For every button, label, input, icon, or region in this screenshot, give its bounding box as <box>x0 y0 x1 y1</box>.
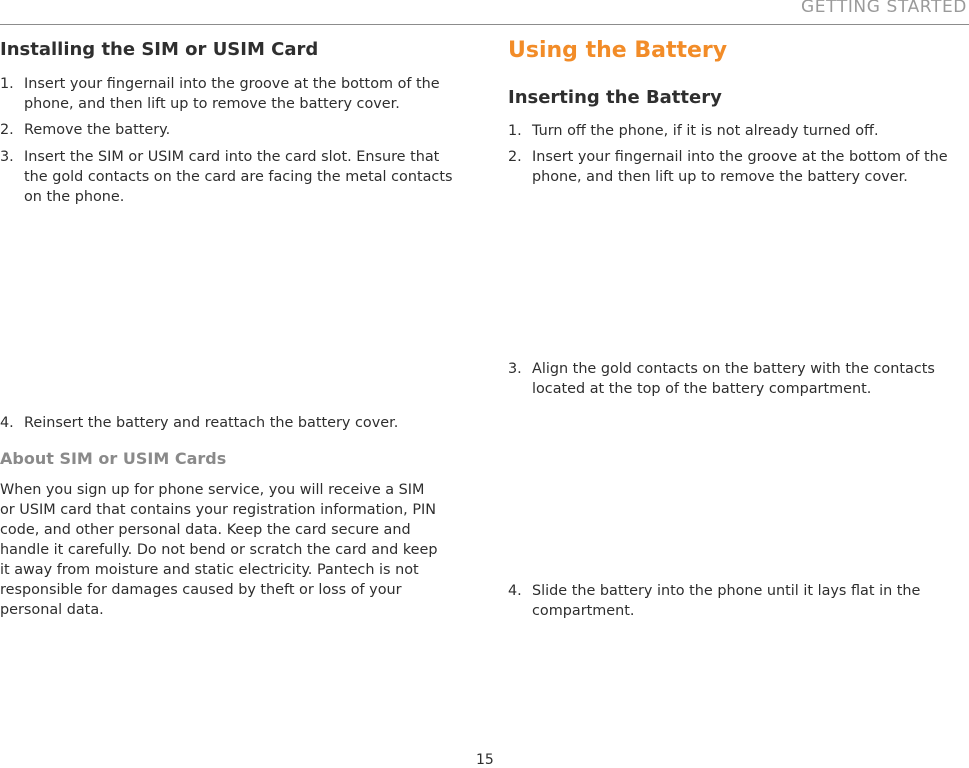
battery-step-1 <box>508 121 960 141</box>
step-number: 3. <box>0 149 14 165</box>
sim-step-2 <box>0 120 460 140</box>
page-number: 15 <box>476 752 494 768</box>
step-text: Reinsert the battery and reattach the battery cover. <box>24 415 399 431</box>
section-header: GETTING STARTED <box>801 0 967 17</box>
header-rule <box>0 24 969 25</box>
sim-heading: Installing the SIM or USIM Card <box>0 39 319 60</box>
step-number: 2. <box>0 122 14 138</box>
sim-step-3 <box>0 147 464 207</box>
sim-step-4 <box>0 413 460 433</box>
step-text: Align the gold contacts on the battery with the contacts located at the top of the battery compartment. <box>532 361 935 397</box>
about-sim-heading: About SIM or USIM Cards <box>0 449 227 468</box>
step-text: Remove the battery. <box>24 122 171 138</box>
step-number: 3. <box>508 361 522 377</box>
step-number: 4. <box>508 583 522 599</box>
inserting-battery-heading: Inserting the Battery <box>508 87 722 108</box>
step-number: 1. <box>0 76 14 92</box>
step-number: 2. <box>508 149 522 165</box>
battery-step-4 <box>508 581 928 621</box>
step-text: Insert your fingernail into the groove at the bottom of the phone, and then lift up to remove the battery cover. <box>532 149 948 185</box>
sim-step-1 <box>0 74 460 114</box>
battery-step-3 <box>508 359 948 399</box>
step-text: Insert the SIM or USIM card into the card slot. Ensure that the gold contacts on the card are facing the metal contacts on the phone. <box>24 149 453 205</box>
step-text: Turn off the phone, if it is not already turned off. <box>532 123 879 139</box>
step-text: Insert your fingernail into the groove at the bottom of the phone, and then lift up to remove the battery cover. <box>24 76 440 112</box>
battery-step-2 <box>508 147 963 187</box>
step-number: 4. <box>0 415 14 431</box>
step-number: 1. <box>508 123 522 139</box>
battery-heading: Using the Battery <box>508 38 728 63</box>
step-text: Slide the battery into the phone until it lays flat in the compartment. <box>532 583 921 619</box>
about-sim-text: When you sign up for phone service, you will receive a SIM or USIM card that contains your registration information, PIN code, and other personal data. Keep the card secure and handle it carefully. Do not bend or scratch the card and keep it away from moisture and static electricity. Pantech is not responsible for damages caused by theft or loss of your personal data. <box>0 482 438 618</box>
